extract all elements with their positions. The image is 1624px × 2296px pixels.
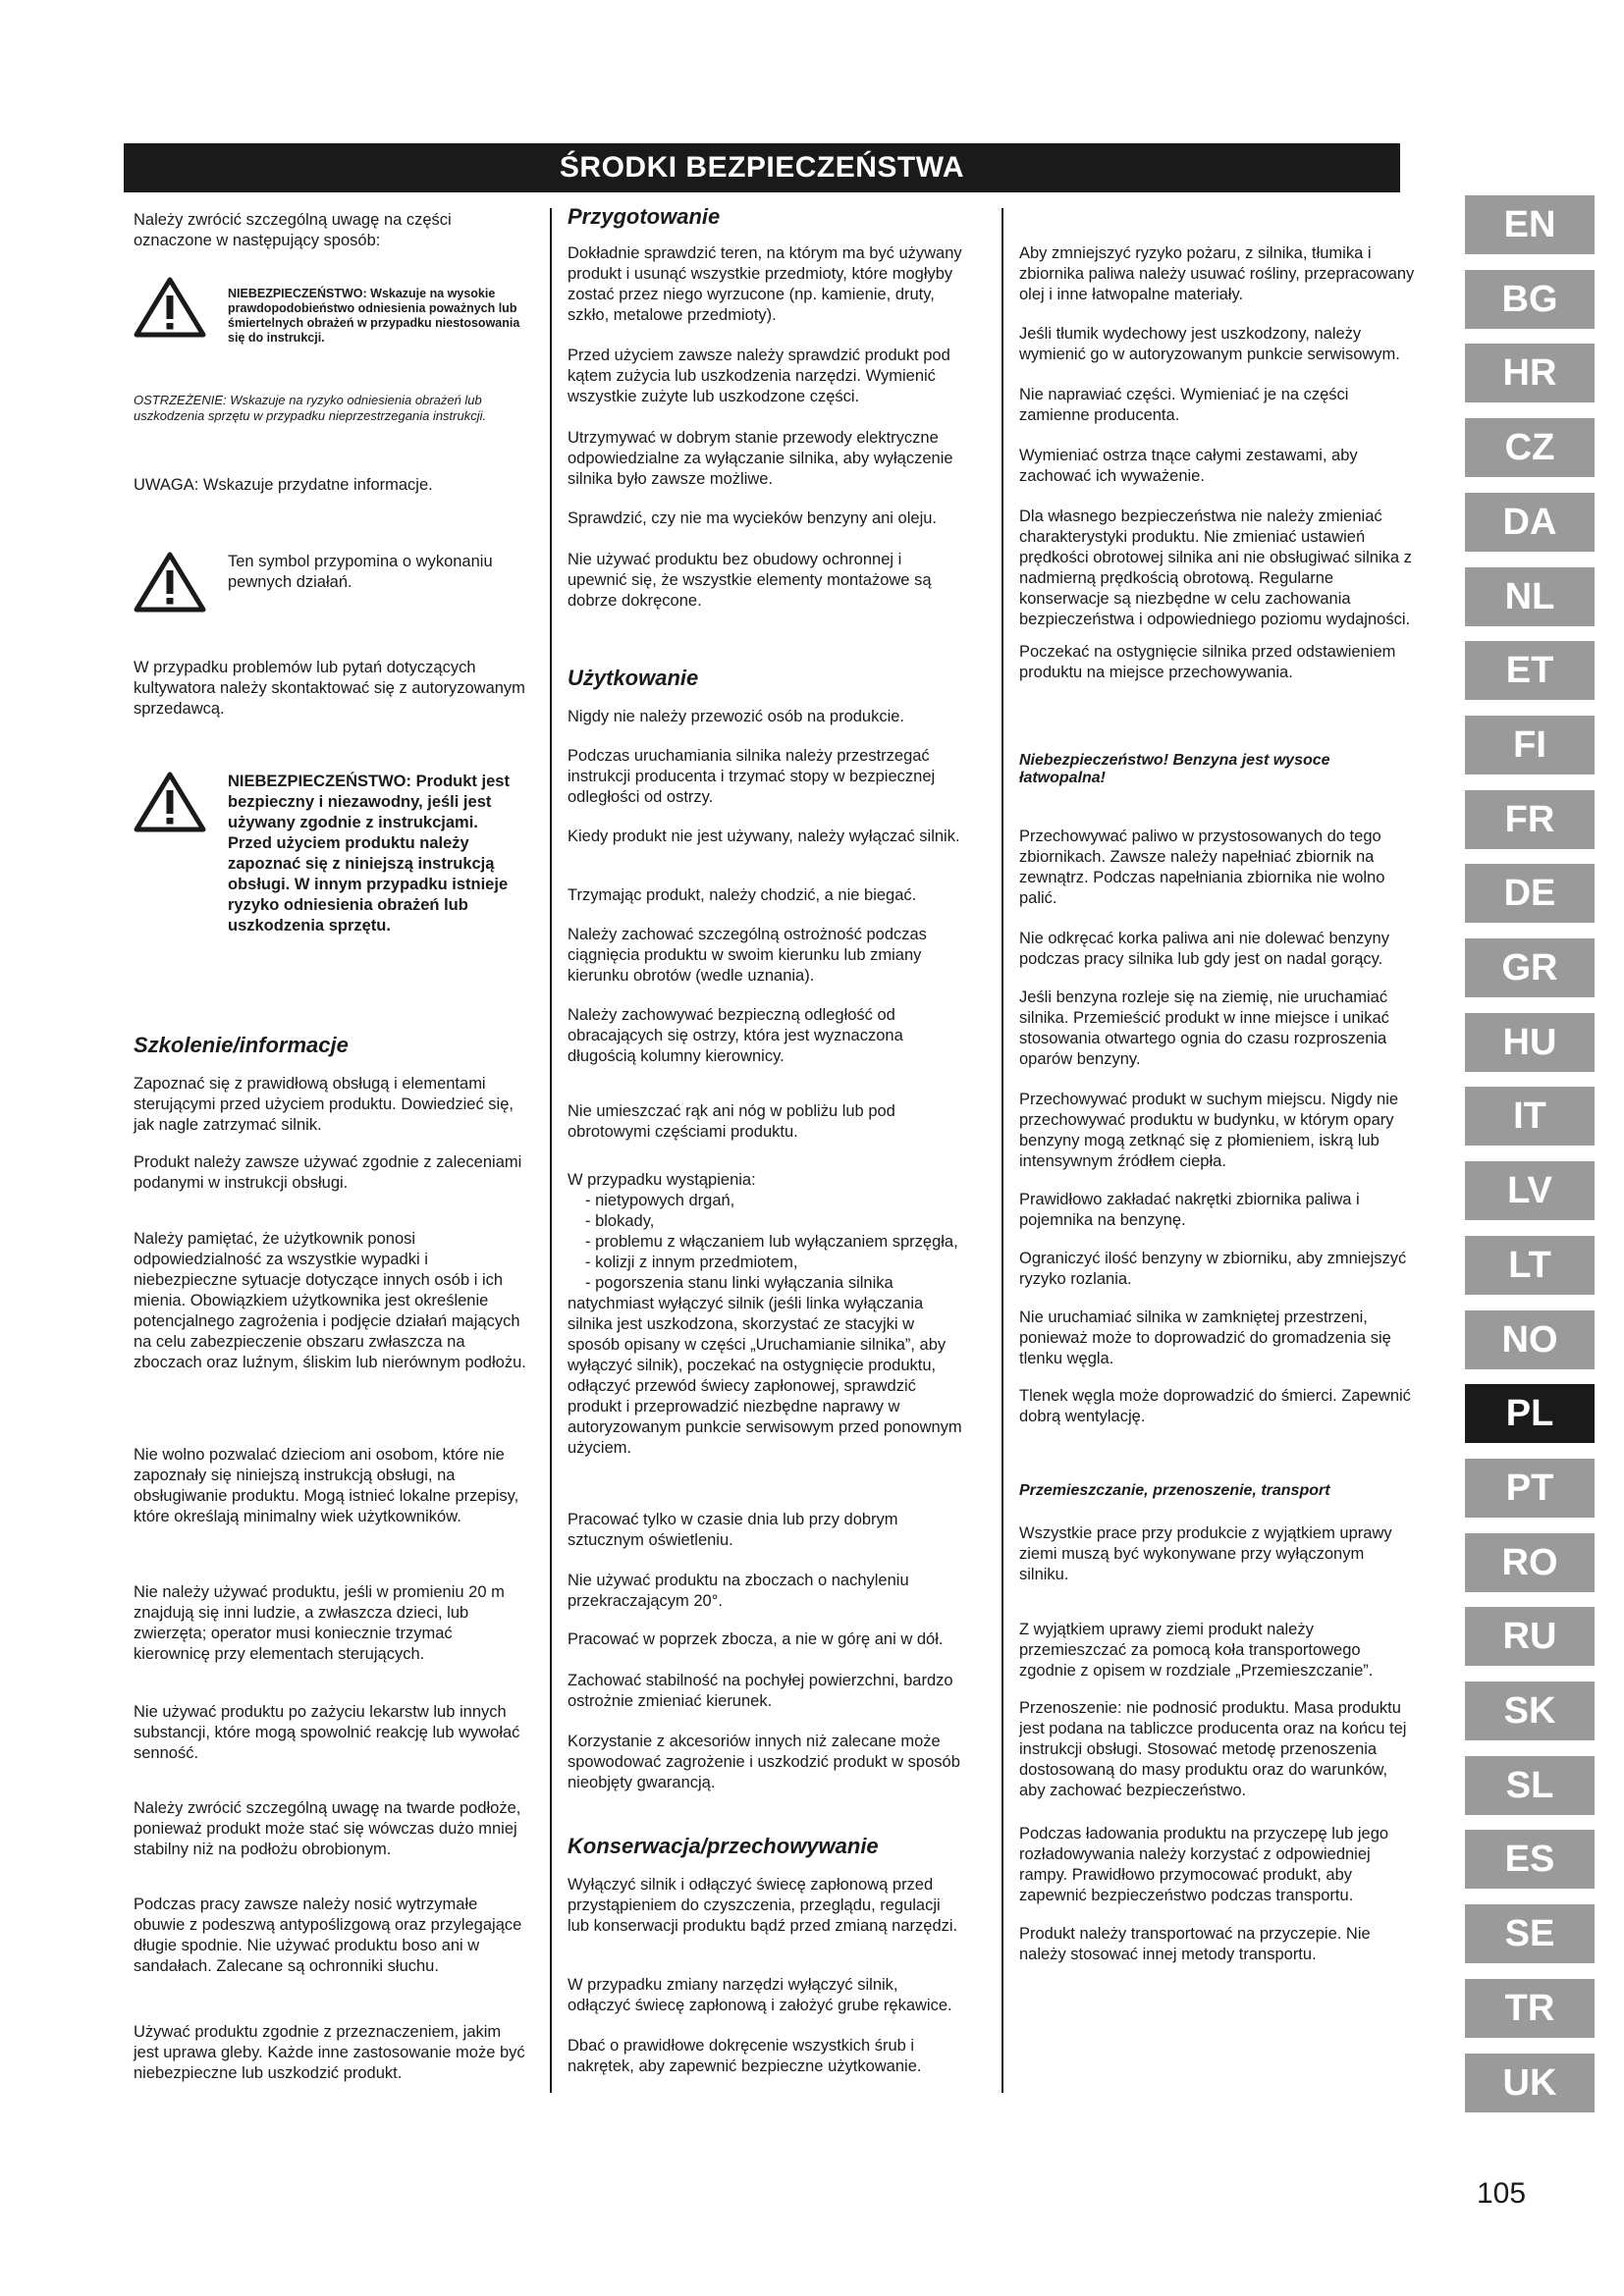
danger2-text: NIEBEZPIECZEŃSTWO: Produkt jest bezpieczny i niezawodny, jeśli jest używany zgodnie z instrukcjami. Przed użyciem produktu należy zapoznać się z niniejszą instrukcją obsługi. W innym przypadku istnieje ryzyko odniesienia obrażeń lub uszkodzenia sprzętu. xyxy=(228,773,510,934)
lang-tab-pl[interactable]: PL xyxy=(1465,1384,1595,1443)
paragraph: Zapoznać się z prawidłową obsługą i elementami sterującymi przed użyciem produktu. Dowiedzieć się, jak nagle zatrzymać silnik. xyxy=(134,1075,514,1134)
column-divider xyxy=(550,208,552,2093)
subheading-fuel-danger: Niebezpieczeństwo! Benzyna jest wysoce łatwopalna! xyxy=(1019,752,1330,786)
lang-tab-bg[interactable]: BG xyxy=(1465,270,1595,329)
paragraph: Nigdy nie należy przewozić osób na produkcie. xyxy=(568,708,905,725)
paragraph: Podczas uruchamiania silnika należy przestrzegać instrukcji producenta i trzymać stopy w bezpiecznej odległości od ostrzy. xyxy=(568,747,936,806)
paragraph: Przechowywać paliwo w przystosowanych do tego zbiornikach. Zawsze należy napełniać zbiornik na zewnątrz. Podczas napełniania zbiornika nie wolno palić. xyxy=(1019,828,1385,907)
heading-maintenance: Konserwacja/przechowywanie xyxy=(568,1834,879,1858)
paragraph: Nie używać produktu na zboczach o nachyleniu przekraczającym 20°. xyxy=(568,1572,909,1610)
paragraph: Korzystanie z akcesoriów innych niż zalecane może spowodować zagrożenie i uszkodzić produkt w sposób nieobjęty gwarancją. xyxy=(568,1733,960,1791)
lang-tab-it[interactable]: IT xyxy=(1465,1087,1595,1146)
lang-tab-et[interactable]: ET xyxy=(1465,641,1595,700)
list-item: - nietypowych drgań, xyxy=(585,1192,735,1209)
paragraph: Dla własnego bezpieczeństwa nie należy zmieniać charakterystyki produktu. Nie zmieniać ustawień prędkości obrotowej silnika ani nie obsługiwać silnika z nadmierną prędkością obrotową. Regularne konserwacje są niezbędne w celu zachowania bezpieczeństwa i odpowiedniego poziomu wydajności. xyxy=(1019,507,1412,628)
paragraph: Pracować w poprzek zbocza, a nie w górę ani w dół. xyxy=(568,1630,944,1648)
lang-tab-gr[interactable]: GR xyxy=(1465,938,1595,997)
paragraph: Nie naprawiać części. Wymieniać je na części zamienne producenta. xyxy=(1019,386,1349,424)
paragraph: Wyłączyć silnik i odłączyć świecę zapłonową przed przystąpieniem do czyszczenia, przeglądu, regulacji lub konserwacji produktu bądź przed zmianą narzędzi. xyxy=(568,1876,958,1935)
paragraph: Kiedy produkt nie jest używany, należy wyłączać silnik. xyxy=(568,828,960,845)
note-text: UWAGA: Wskazuje przydatne informacje. xyxy=(134,476,433,494)
lang-tab-no[interactable]: NO xyxy=(1465,1310,1595,1369)
paragraph: Przechowywać produkt w suchym miejscu. Nigdy nie przechowywać produktu w budynku, w którym opary benzyny mogą zetknąć się z płomieniem, iskrą lub intensywnym źródłem ciepła. xyxy=(1019,1091,1399,1170)
paragraph: Sprawdzić, czy nie ma wycieków benzyny ani oleju. xyxy=(568,509,937,527)
paragraph: Produkt należy transportować na przyczepie. Nie należy stosować innej metody transportu. xyxy=(1019,1925,1371,1963)
paragraph: Ograniczyć ilość benzyny w zbiorniku, aby zmniejszyć ryzyko rozlania. xyxy=(1019,1250,1407,1288)
lang-tab-hu[interactable]: HU xyxy=(1465,1013,1595,1072)
occurrence-list xyxy=(568,1191,962,1294)
paragraph: Dbać o prawidłowe dokręcenie wszystkich śrub i nakrętek, aby zapewnić bezpieczne użytkowanie. xyxy=(568,2037,922,2075)
lang-tab-ro[interactable]: RO xyxy=(1465,1533,1595,1592)
paragraph: Produkt należy zawsze używać zgodnie z zaleceniami podanymi w instrukcji obsługi. xyxy=(134,1153,522,1192)
heading-training: Szkolenie/informacje xyxy=(134,1033,349,1057)
paragraph: Podczas pracy zawsze należy nosić wytrzymałe obuwie z podeszwą antypoślizgową oraz przylegające długie spodnie. Nie używać produktu boso ani w sandałach. Zalecane są ochronniki słuchu. xyxy=(134,1896,522,1975)
subheading-transport: Przemieszczanie, przenoszenie, transport xyxy=(1019,1482,1330,1499)
lang-tab-es[interactable]: ES xyxy=(1465,1830,1595,1889)
paragraph: Aby zmniejszyć ryzyko pożaru, z silnika, tłumika i zbiornika paliwa należy usuwać rośliny, przepracowany olej i inne łatwopalne materiały. xyxy=(1019,244,1415,303)
warning-triangle-icon xyxy=(134,277,206,338)
lang-tab-ru[interactable]: RU xyxy=(1465,1607,1595,1666)
paragraph: Nie wolno pozwalać dzieciom ani osobom, które nie zapoznały się niniejszą instrukcją obsługi, na obsługiwanie produktu. Mogą istnieć lokalne przepisy, które określają minimalny wiek użytkowników. xyxy=(134,1446,519,1525)
paragraph: Nie umieszczać rąk ani nóg w pobliżu lub pod obrotowymi częściami produktu. xyxy=(568,1102,895,1141)
paragraph: Trzymając produkt, należy chodzić, a nie biegać. xyxy=(568,886,917,904)
page-number: 105 xyxy=(1477,2177,1527,2210)
lang-tab-lv[interactable]: LV xyxy=(1465,1161,1595,1220)
paragraph: Przed użyciem zawsze należy sprawdzić produkt pod kątem zużycia lub uszkodzenia narzędzi. Wymienić wszystkie zużyte lub uszkodzone części. xyxy=(568,347,950,405)
intro-text: Należy zwrócić szczególną uwagę na części oznaczone w następujący sposób: xyxy=(134,211,452,249)
contact-text: W przypadku problemów lub pytań dotyczących kultywatora należy skontaktować się z autoryzowanym sprzedawcą. xyxy=(134,659,525,718)
lang-tab-fi[interactable]: FI xyxy=(1465,716,1595,774)
lang-tab-en[interactable]: EN xyxy=(1465,195,1595,254)
heading-preparation: Przygotowanie xyxy=(568,204,721,229)
paragraph: Poczekać na ostygnięcie silnika przed odstawieniem produktu na miejsce przechowywania. xyxy=(1019,643,1396,681)
lang-tab-uk[interactable]: UK xyxy=(1465,2054,1595,2112)
lang-tab-nl[interactable]: NL xyxy=(1465,567,1595,626)
list-item: - pogorszenia stanu linki wyłączania silnika xyxy=(585,1274,893,1292)
lang-tab-pt[interactable]: PT xyxy=(1465,1459,1595,1518)
paragraph: Przenoszenie: nie podnosić produktu. Masa produktu jest podana na tabliczce producenta oraz na końcu tej instrukcji obsługi. Stosować metodę przenoszenia dostosowaną do masy produktu oraz do warunków, aby zachować bezpieczeństwo. xyxy=(1019,1699,1407,1799)
paragraph: Należy zwrócić szczególną uwagę na twarde podłoże, ponieważ produkt może stać się wówczas dużo mniej stabilny niż na podłożu obrobionym. xyxy=(134,1799,521,1858)
warning-triangle-icon xyxy=(134,552,206,613)
lang-tab-tr[interactable]: TR xyxy=(1465,1979,1595,2038)
lang-tab-fr[interactable]: FR xyxy=(1465,790,1595,849)
paragraph: Tlenek węgla może doprowadzić do śmierci. Zapewnić dobrą wentylację. xyxy=(1019,1387,1411,1425)
paragraph: Prawidłowo zakładać nakrętki zbiornika paliwa i pojemnika na benzynę. xyxy=(1019,1191,1360,1229)
paragraph: Podczas ładowania produktu na przyczepę lub jego rozładowywania należy korzystać z odpowiedniej rampy. Prawidłowo przymocować produkt, aby zapewnić bezpieczeństwo podczas transportu. xyxy=(1019,1825,1389,1904)
warning-text: OSTRZEŻENIE: Wskazuje na ryzyko odniesienia obrażeń lub uszkodzenia sprzętu w przypadku nieprzestrzegania instrukcji. xyxy=(134,393,487,423)
symbol-text: Ten symbol przypomina o wykonaniu pewnych działań. xyxy=(228,553,493,591)
warning-triangle-icon xyxy=(134,772,206,832)
paragraph: Jeśli tłumik wydechowy jest uszkodzony, należy wymienić go w autoryzowanym punkcie serwisowym. xyxy=(1019,325,1400,363)
paragraph: Wszystkie prace przy produkcie z wyjątkiem uprawy ziemi muszą być wykonywane przy wyłączonym silniku. xyxy=(1019,1524,1392,1583)
paragraph: Dokładnie sprawdzić teren, na którym ma być używany produkt i usunąć wszystkie przedmioty, które mogłyby zostać przez niego wyrzucone (np. kamienie, druty, szkło, metalowe przedmioty). xyxy=(568,244,962,324)
lang-tab-lt[interactable]: LT xyxy=(1465,1236,1595,1295)
paragraph: Nie należy używać produktu, jeśli w promieniu 20 m znajdują się inni ludzie, a zwłaszcza dzieci, lub zwierzęta; operator musi koniecznie trzymać kierownicę przy elementach sterujących. xyxy=(134,1583,505,1663)
paragraph: Należy pamiętać, że użytkownik ponosi odpowiedzialność za wszystkie wypadki i niebezpieczne sytuacje dotyczące innych osób i ich mienia. Obowiązkiem użytkownika jest określenie potencjalnego zagrożenia i podjęcie działań mających na celu zabezpieczenie obszaru zwłaszcza na zboczach oraz luźnym, śliskim lub nierównym podłożu. xyxy=(134,1230,526,1371)
paragraph: Nie odkręcać korka paliwa ani nie dolewać benzyny podczas pracy silnika lub gdy jest on nadal gorący. xyxy=(1019,930,1389,968)
lang-tab-de[interactable]: DE xyxy=(1465,864,1595,923)
list-item: - blokady, xyxy=(585,1212,655,1230)
lang-tab-se[interactable]: SE xyxy=(1465,1904,1595,1963)
danger-text: NIEBEZPIECZEŃSTWO: Wskazuje na wysokie prawdopodobieństwo odniesienia poważnych lub śmiertelnych obrażeń w przypadku niestosowania się do instrukcji. xyxy=(228,287,520,345)
lang-tab-hr[interactable]: HR xyxy=(1465,344,1595,402)
paragraph: Należy zachować szczególną ostrożność podczas ciągnięcia produktu w swoim kierunku lub zmiany kierunku obrotów (wedle uznania). xyxy=(568,926,927,985)
paragraph: W przypadku zmiany narzędzi wyłączyć silnik, odłączyć świecę zapłonową i założyć grube rękawice. xyxy=(568,1976,952,2014)
lang-tab-da[interactable]: DA xyxy=(1465,493,1595,552)
paragraph: Nie używać produktu bez obudowy ochronnej i upewnić się, że wszystkie elementy montażowe są dobrze dokręcone. xyxy=(568,551,932,610)
paragraph: Pracować tylko w czasie dnia lub przy dobrym sztucznym oświetleniu. xyxy=(568,1511,898,1549)
list-item: - kolizji z innym przedmiotem, xyxy=(585,1254,798,1271)
list-item: - problemu z włączaniem lub wyłączaniem sprzęgła, xyxy=(585,1233,958,1251)
paragraph: Jeśli benzyna rozleje się na ziemię, nie uruchamiać silnika. Przemieścić produkt w inne miejsce i unikać stosowania otwartego ognia do czasu rozproszenia oparów benzyny. xyxy=(1019,988,1389,1068)
paragraph: Utrzymywać w dobrym stanie przewody elektryczne odpowiedzialne za wyłączanie silnika, aby wyłączenie silnika było zawsze możliwe. xyxy=(568,429,953,488)
paragraph: Wymieniać ostrza tnące całymi zestawami, aby zachować ich wyważenie. xyxy=(1019,447,1358,485)
paragraph: Zachować stabilność na pochyłej powierzchni, bardzo ostrożnie zmieniać kierunek. xyxy=(568,1672,953,1710)
occurrence-rest: natychmiast wyłączyć silnik (jeśli linka wyłączania silnika jest uszkodzona, skorzystać ze stacyjki w sposób opisany w części „Uruchamianie silnika”, aby wyłączyć silnik), poczekać na ostygnięcie produktu, odłączyć przewód świecy zapłonowej, sprawdzić produkt i przeprowadzić niezbędne naprawy w autoryzowanym punkcie serwisowym przed ponownym użyciem. xyxy=(568,1295,962,1457)
column-divider xyxy=(1001,208,1003,2093)
paragraph: Nie uruchamiać silnika w zamkniętej przestrzeni, ponieważ może to doprowadzić do gromadzenia się tlenku węgla. xyxy=(1019,1308,1391,1367)
paragraph: Nie używać produktu po zażyciu lekarstw lub innych substancji, które mogą spowolnić reakcję lub wywołać senność. xyxy=(134,1703,520,1762)
lang-tab-cz[interactable]: CZ xyxy=(1465,418,1595,477)
heading-usage: Użytkowanie xyxy=(568,666,699,690)
paragraph: Używać produktu zgodnie z przeznaczeniem, jakim jest uprawa gleby. Każde inne zastosowanie może być niebezpieczne lub uszkodzić produkt. xyxy=(134,2023,525,2082)
occurrence-block xyxy=(568,1170,962,1459)
section-title: ŚRODKI BEZPIECZEŃSTWA xyxy=(124,143,1400,192)
paragraph: Należy zachowywać bezpieczną odległość od obracających się ostrzy, która jest wyznaczona długością kolumny kierownicy. xyxy=(568,1006,903,1065)
occurrence-intro: W przypadku wystąpienia: xyxy=(568,1171,756,1189)
lang-tab-sl[interactable]: SL xyxy=(1465,1756,1595,1815)
paragraph: Z wyjątkiem uprawy ziemi produkt należy przemieszczać za pomocą koła transportowego zgodnie z opisem w rozdziale „Przemieszczanie”. xyxy=(1019,1621,1374,1680)
lang-tab-sk[interactable]: SK xyxy=(1465,1682,1595,1740)
